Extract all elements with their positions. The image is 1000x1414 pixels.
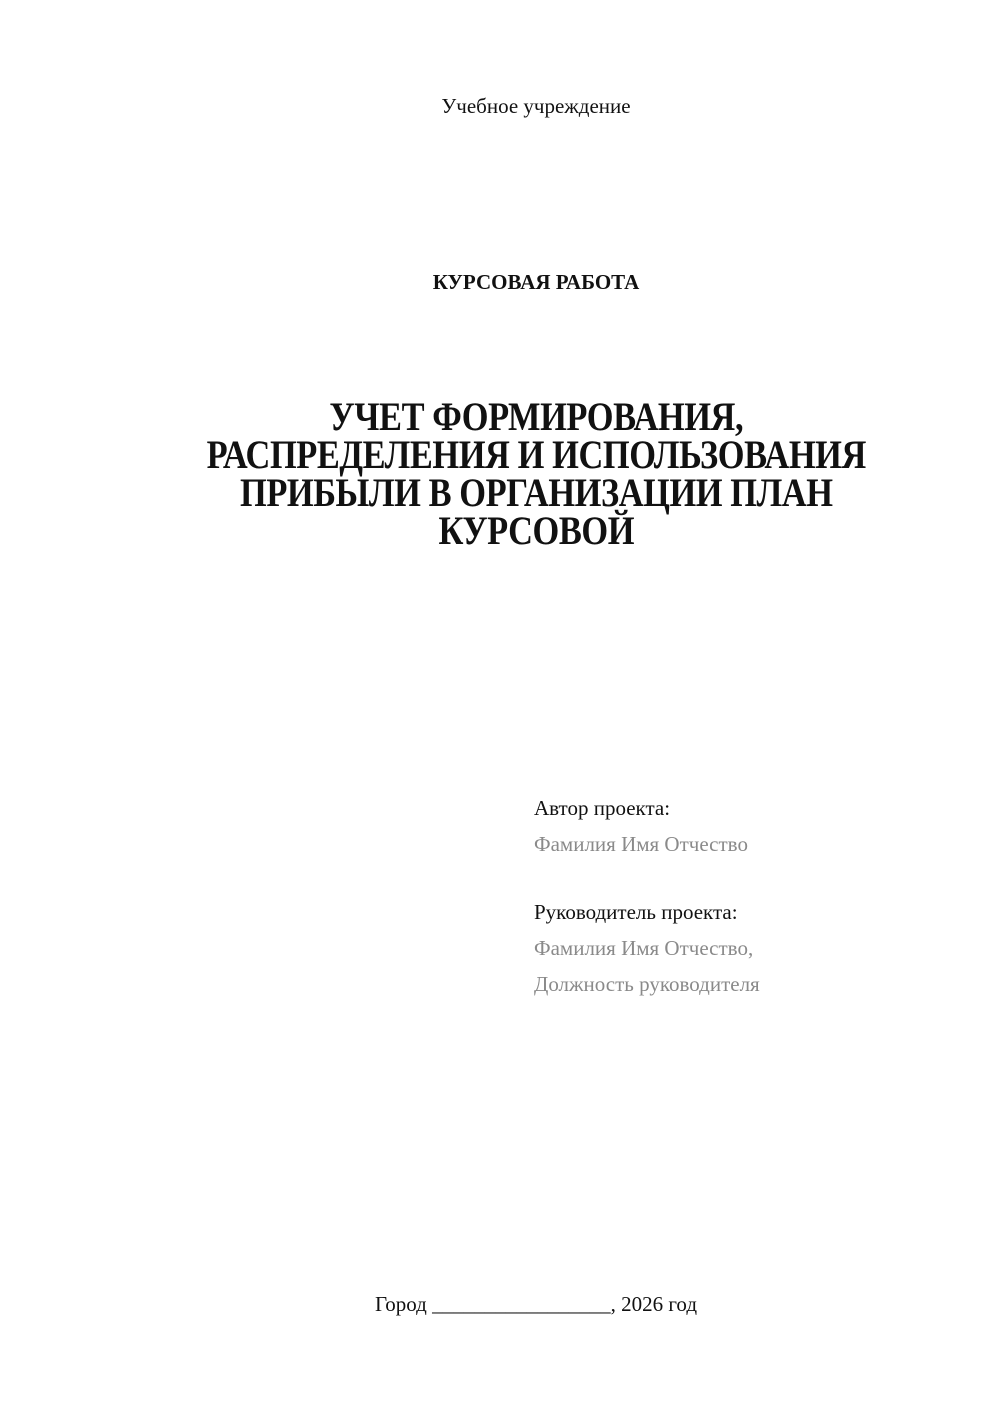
supervisor-name-placeholder: Фамилия Имя Отчество, bbox=[534, 936, 754, 960]
supervisor-label: Руководитель проекта: bbox=[534, 900, 738, 924]
institution-name: Учебное учреждение bbox=[441, 94, 631, 118]
work-type-heading: КУРСОВАЯ РАБОТА bbox=[432, 270, 640, 294]
city-year-line: Город _________________, 2026 год bbox=[374, 1292, 698, 1316]
spacer bbox=[534, 862, 760, 894]
supervisor-position-placeholder: Должность руководителя bbox=[534, 972, 760, 996]
title-line: КУРСОВОЙ bbox=[438, 508, 634, 553]
author-name-placeholder: Фамилия Имя Отчество bbox=[534, 832, 748, 856]
author-label: Автор проекта: bbox=[534, 796, 671, 820]
title-line: УЧЕТ ФОРМИРОВАНИЯ, bbox=[329, 394, 743, 439]
document-title-block bbox=[0, 394, 1000, 553]
title-line: РАСПРЕДЕЛЕНИЯ И ИСПОЛЬЗОВАНИЯ bbox=[206, 432, 866, 477]
document-title bbox=[206, 394, 866, 553]
project-people-block bbox=[534, 790, 760, 1002]
title-line: ПРИБЫЛИ В ОРГАНИЗАЦИИ ПЛАН bbox=[239, 470, 833, 515]
